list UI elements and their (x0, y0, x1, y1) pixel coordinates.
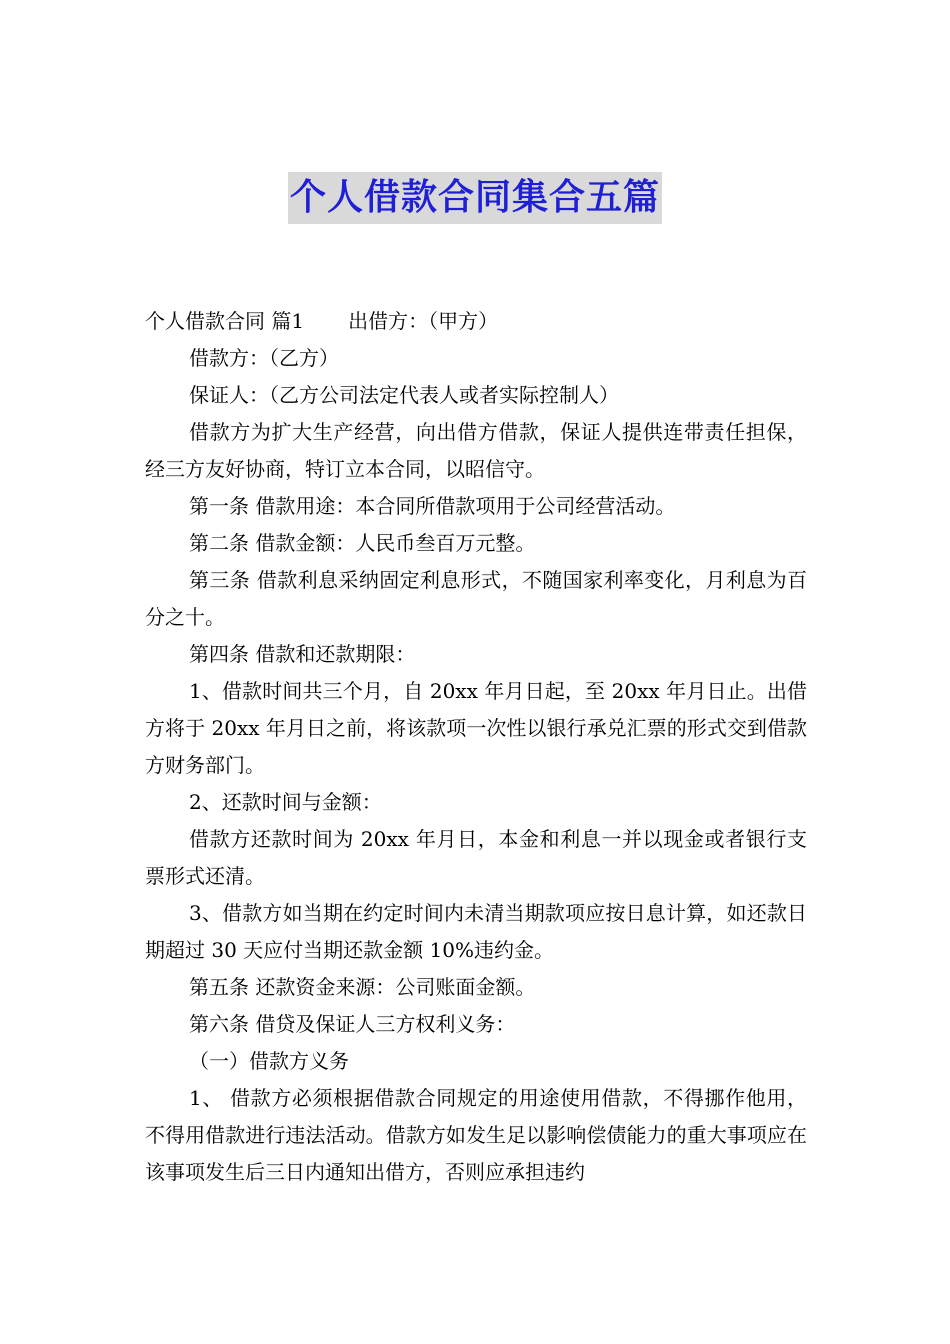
paragraph: 第二条 借款金额：人民币叁百万元整。 (189, 531, 536, 555)
paragraph: 第六条 借贷及保证人三方权利义务： (189, 1012, 516, 1036)
paragraph: 3、借款方如当期在约定时间内未清当期款项应按日息计算，如还款日期超过 30 天应付当期还款金额 10%违约金。 (145, 901, 807, 962)
contract-heading-line (145, 303, 807, 340)
paragraph: 第三条 借款利息采纳固定利息形式，不随国家利率变化，月利息为百分之十。 (145, 568, 807, 629)
paragraph: 保证人：（乙方公司法定代表人或者实际控制人） (189, 383, 619, 407)
paragraph: 1、借款时间共三个月，自 20xx 年月日起，至 20xx 年月日止。出借方将于 20xx 年月日之前，将该款项一次性以银行承兑汇票的形式交到借款方财务部门。 (145, 679, 807, 777)
paragraph: 第五条 还款资金来源：公司账面金额。 (189, 975, 536, 999)
lender-party: 出借方：（甲方） (348, 309, 499, 333)
paragraph: 借款方：（乙方） (189, 346, 339, 370)
paragraph: （一）借款方义务 (189, 1049, 349, 1073)
paragraph: 借款方还款时间为 20xx 年月日，本金和利息一并以现金或者银行支票形式还清。 (145, 827, 807, 888)
paragraph: 1、 借款方必须根据借款合同规定的用途使用借款，不得挪作他用，不得用借款进行违法活动。借款方如发生足以影响偿债能力的重大事项应在该事项发生后三日内通知出借方，否则应承担违约 (145, 1086, 807, 1184)
document-title: 个人借款合同集合五篇 (288, 172, 662, 224)
paragraph: 第一条 借款用途：本合同所借款项用于公司经营活动。 (189, 494, 676, 518)
contract-heading-label: 个人借款合同 篇1 (145, 309, 305, 333)
document-body (145, 303, 807, 1191)
paragraph: 借款方为扩大生产经营，向出借方借款，保证人提供连带责任担保，经三方友好协商，特订立本合同，以昭信守。 (145, 420, 807, 481)
title-container (0, 172, 950, 224)
paragraph: 第四条 借款和还款期限： (189, 642, 416, 666)
paragraph: 2、还款时间与金额： (189, 790, 382, 814)
